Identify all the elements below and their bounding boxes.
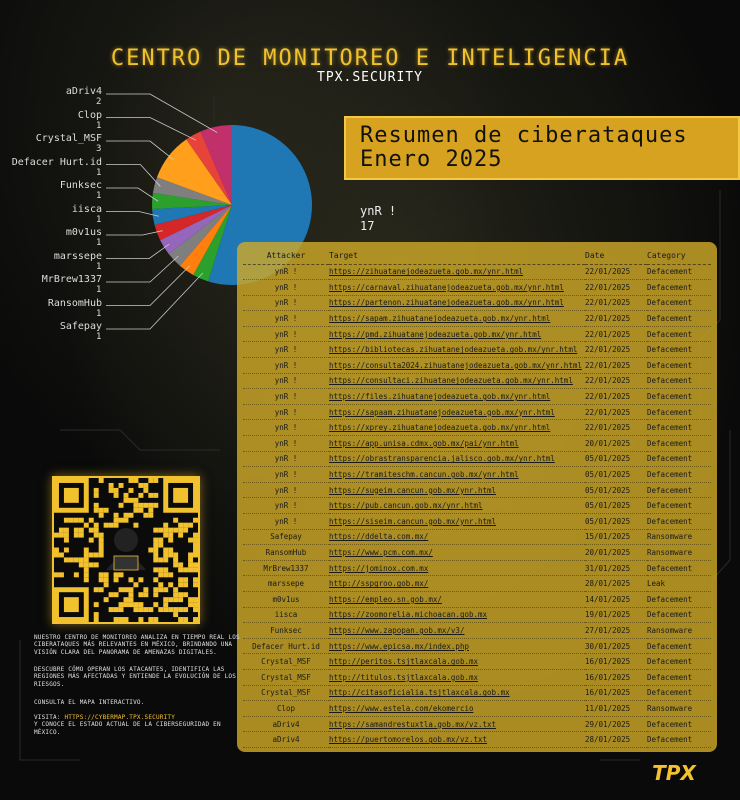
table-row	[243, 545, 711, 561]
row-category: Defacement	[647, 716, 711, 732]
row-target[interactable]: http://peritos.tsjtlaxcala.gob.mx	[329, 654, 585, 670]
row-target[interactable]: https://jominox.com.mx	[329, 560, 585, 576]
row-category: Defacement	[647, 467, 711, 483]
row-category: Defacement	[647, 685, 711, 701]
row-attacker: ynR !	[243, 295, 329, 311]
info-paragraph-3: CONSULTA EL MAPA INTERACTIVO.	[34, 699, 145, 706]
row-date: 05/01/2025	[585, 514, 647, 530]
table-row	[243, 732, 711, 748]
legend-count: 2	[96, 97, 102, 107]
row-target[interactable]: https://puertomorelos.gob.mx/vz.txt	[329, 732, 585, 748]
row-category: Defacement	[647, 280, 711, 296]
row-date: 28/01/2025	[585, 576, 647, 592]
legend-leader-line	[106, 141, 173, 160]
row-category: Defacement	[647, 560, 711, 576]
table-row	[243, 389, 711, 405]
row-date: 16/01/2025	[585, 654, 647, 670]
row-attacker: ynR !	[243, 311, 329, 327]
row-attacker: iisca	[243, 607, 329, 623]
row-attacker: ynR !	[243, 373, 329, 389]
table-row	[243, 451, 711, 467]
row-attacker: Clop	[243, 701, 329, 717]
legend-leader-line	[106, 188, 158, 201]
row-date: 22/01/2025	[585, 342, 647, 358]
info-paragraph-4: Y CONOCE EL ESTADO ACTUAL DE LA CIBERSEGURIDAD EN MÉXICO.	[34, 721, 221, 736]
row-category: Defacement	[647, 482, 711, 498]
legend-label: Clop	[77, 109, 102, 121]
row-attacker: ynR !	[243, 482, 329, 498]
legend-label: iisca	[71, 203, 102, 215]
row-attacker: Crystal_MSF	[243, 685, 329, 701]
cybermap-link[interactable]: HTTPS://CYBERMAP.TPX.SECURITY	[64, 714, 176, 721]
legend-leader-line	[106, 231, 163, 235]
row-attacker: Crystal_MSF	[243, 669, 329, 685]
row-date: 05/01/2025	[585, 482, 647, 498]
row-attacker: ynR !	[243, 514, 329, 530]
row-attacker: ynR !	[243, 451, 329, 467]
row-date: 16/01/2025	[585, 669, 647, 685]
table-row	[243, 264, 711, 280]
row-date: 22/01/2025	[585, 373, 647, 389]
row-category: Defacement	[647, 669, 711, 685]
header-target: Target	[329, 248, 585, 264]
header-category: Category	[647, 248, 711, 264]
legend-count: 1	[96, 285, 102, 295]
row-date: 29/01/2025	[585, 716, 647, 732]
info-paragraph-1: NUESTRO CENTRO DE MONITOREO ANALIZA EN TIEMPO REAL LOS CIBERATAQUES MÁS RELEVANTES EN MÉXICO, BRINDANDO UNA VISIÓN CLARA DEL PANORAMA DE AMENAZAS DIGITALES.	[34, 634, 240, 656]
table-row	[243, 498, 711, 514]
legend-count: 1	[96, 167, 102, 178]
row-date: 15/01/2025	[585, 529, 647, 545]
table-row	[243, 514, 711, 530]
table-row	[243, 295, 711, 311]
row-target[interactable]: https://carnaval.zihuatanejodeazueta.gob.mx/ynr.html	[329, 280, 585, 296]
page-title: CENTRO DE MONITOREO E INTELIGENCIA	[110, 46, 630, 71]
qr-code[interactable]	[52, 476, 200, 624]
row-category: Defacement	[647, 514, 711, 530]
row-category: Defacement	[647, 451, 711, 467]
ynr-label-count: 17	[360, 219, 375, 233]
ynr-label-name: ynR !	[360, 204, 397, 218]
qr-code-image	[54, 478, 198, 622]
row-attacker: ynR !	[243, 264, 329, 280]
ynr-pie-label	[360, 204, 396, 234]
row-date: 22/01/2025	[585, 264, 647, 280]
table-header-row	[243, 248, 711, 264]
row-target[interactable]: https://consulta2024.zihuatanejodeazueta.gob.mx/ynr.html	[329, 358, 585, 374]
row-attacker: ynR !	[243, 326, 329, 342]
row-date: 22/01/2025	[585, 280, 647, 296]
table-row	[243, 342, 711, 358]
row-target[interactable]: https://app.unisa.cdmx.gob.mx/pai/ynr.html	[329, 436, 585, 452]
summary-line-1: Resumen de ciberataques	[360, 123, 688, 148]
row-category: Defacement	[647, 358, 711, 374]
row-date: 27/01/2025	[585, 623, 647, 639]
legend-count: 3	[96, 144, 102, 154]
row-target[interactable]: https://samandrestuxtla.gob.mx/vz.txt	[329, 716, 585, 732]
row-category: Ransomware	[647, 623, 711, 639]
table-row	[243, 669, 711, 685]
table-row	[243, 591, 711, 607]
row-attacker: MrBrew1337	[243, 560, 329, 576]
table-row	[243, 358, 711, 374]
row-category: Defacement	[647, 311, 711, 327]
legend-count: 1	[96, 214, 102, 225]
row-target[interactable]: https://pmd.zihuatanejodeazueta.gob.mx/ynr.html	[329, 326, 585, 342]
row-category: Ransomware	[647, 529, 711, 545]
legend-label: Safepay	[59, 321, 102, 332]
attacks-table-panel	[237, 242, 717, 752]
row-category: Defacement	[647, 264, 711, 280]
row-date: 11/01/2025	[585, 701, 647, 717]
row-date: 31/01/2025	[585, 560, 647, 576]
row-attacker: marssepe	[243, 576, 329, 592]
row-date: 22/01/2025	[585, 420, 647, 436]
table-row	[243, 529, 711, 545]
tpx-logo	[640, 762, 708, 784]
row-date: 05/01/2025	[585, 451, 647, 467]
row-category: Defacement	[647, 420, 711, 436]
legend-label: Crystal_MSF	[35, 133, 102, 144]
info-paragraph-2: DESCUBRE CÓMO OPERAN LOS ATACANTES, IDENTIFICA LAS REGIONES MÁS AFECTADAS Y ENTIENDE LA EVOLUCIÓN DE LOS RIESGOS.	[34, 666, 237, 688]
legend-label: m0v1us	[65, 227, 102, 238]
row-category: Defacement	[647, 654, 711, 670]
table-row	[243, 654, 711, 670]
row-attacker: ynR !	[243, 389, 329, 405]
row-target[interactable]: https://sapam.zihuatanejodeazueta.gob.mx/ynr.html	[329, 311, 585, 327]
row-category: Defacement	[647, 436, 711, 452]
row-date: 20/01/2025	[585, 545, 647, 561]
legend-count: 1	[96, 332, 102, 342]
row-category: Defacement	[647, 591, 711, 607]
legend-label: MrBrew1337	[41, 274, 102, 285]
row-attacker: Crystal_MSF	[243, 654, 329, 670]
row-attacker: ynR !	[243, 358, 329, 374]
row-target[interactable]: https://empleo.sn.gob.mx/	[329, 591, 585, 607]
legend-count: 1	[96, 308, 102, 319]
row-target[interactable]: https://consultaci.zihuatanejodeazueta.gob.mx/ynr.html	[329, 373, 585, 389]
row-target[interactable]: https://sugeim.cancun.gob.mx/ynr.html	[329, 482, 585, 498]
row-attacker: ynR !	[243, 498, 329, 514]
row-date: 28/01/2025	[585, 732, 647, 748]
table-row	[243, 404, 711, 420]
row-attacker: ynR !	[243, 280, 329, 296]
table-row	[243, 576, 711, 592]
row-date: 05/01/2025	[585, 467, 647, 483]
legend-label: marssepe	[53, 250, 102, 262]
table-row	[243, 420, 711, 436]
table-row	[243, 623, 711, 639]
row-category: Defacement	[647, 389, 711, 405]
legend-count: 1	[96, 261, 102, 272]
row-date: 05/01/2025	[585, 498, 647, 514]
legend-label: Funksec	[59, 180, 102, 191]
legend-leader-line	[106, 212, 159, 217]
row-target[interactable]: https://sapaam.zihuatanejodeazueta.gob.mx/ynr.html	[329, 404, 585, 420]
legend-label: aDriv4	[65, 86, 102, 97]
table-row	[243, 436, 711, 452]
table-row	[243, 701, 711, 717]
row-category: Defacement	[647, 498, 711, 514]
row-target[interactable]: http://sspgroo.gob.mx/	[329, 576, 585, 592]
row-target[interactable]: https://tramiteschm.cancun.gob.mx/ynr.html	[329, 467, 585, 483]
row-target[interactable]: https://partenon.zihuatanejodeazueta.gob.mx/ynr.html	[329, 295, 585, 311]
row-category: Defacement	[647, 295, 711, 311]
legend-count: 1	[96, 238, 102, 248]
row-attacker: Safepay	[243, 529, 329, 545]
row-category: Ransomware	[647, 545, 711, 561]
row-target[interactable]: https://www.pcm.com.mx/	[329, 545, 585, 561]
table-row	[243, 685, 711, 701]
row-attacker: ynR !	[243, 436, 329, 452]
legend-count: 1	[96, 191, 102, 201]
table-row	[243, 607, 711, 623]
row-target[interactable]: https://siseim.cancun.gob.mx/ynr.html	[329, 514, 585, 530]
row-attacker: ynR !	[243, 342, 329, 358]
row-date: 22/01/2025	[585, 404, 647, 420]
row-attacker: Defacer Hurt.id	[243, 638, 329, 654]
row-category: Defacement	[647, 607, 711, 623]
row-target[interactable]: https://files.zihuatanejodeazueta.gob.mx/ynr.html	[329, 389, 585, 405]
row-category: Defacement	[647, 373, 711, 389]
table-row	[243, 373, 711, 389]
row-date: 16/01/2025	[585, 685, 647, 701]
row-target[interactable]: http://titulos.tsjtlaxcala.gob.mx	[329, 669, 585, 685]
table-row	[243, 326, 711, 342]
legend-leader-line	[106, 256, 178, 282]
row-category: Defacement	[647, 326, 711, 342]
row-target[interactable]: http://citasoficialia.tsjtlaxcala.gob.mx	[329, 685, 585, 701]
row-date: 22/01/2025	[585, 389, 647, 405]
row-target[interactable]: https://xprey.zihuatanejodeazueta.gob.mx/ynr.html	[329, 420, 585, 436]
table-row	[243, 482, 711, 498]
table-row	[243, 311, 711, 327]
info-visit	[34, 714, 244, 736]
legend-label: Defacer Hurt.id	[11, 156, 102, 168]
row-category: Leak	[647, 576, 711, 592]
visit-prefix: VISITA:	[34, 714, 65, 721]
row-category: Defacement	[647, 638, 711, 654]
legend-leader-line	[106, 118, 196, 141]
row-date: 30/01/2025	[585, 638, 647, 654]
row-date: 22/01/2025	[585, 295, 647, 311]
row-category: Defacement	[647, 732, 711, 748]
row-date: 14/01/2025	[585, 591, 647, 607]
table-row	[243, 638, 711, 654]
table-row	[243, 467, 711, 483]
row-date: 22/01/2025	[585, 311, 647, 327]
legend-leader-line	[106, 94, 217, 133]
row-attacker: m0v1us	[243, 591, 329, 607]
header-date: Date	[585, 248, 647, 264]
row-category: Defacement	[647, 342, 711, 358]
row-attacker: ynR !	[243, 404, 329, 420]
row-date: 19/01/2025	[585, 607, 647, 623]
row-target[interactable]: https://pub.cancun.gob.mx/ynr.html	[329, 498, 585, 514]
summary-line-2: Enero 2025	[360, 147, 503, 172]
row-attacker: RansomHub	[243, 545, 329, 561]
row-target[interactable]: https://bibliotecas.zihuatanejodeazueta.gob.mx/ynr.html	[329, 342, 585, 358]
row-target[interactable]: https://zoomorelia.michoacan.gob.mx	[329, 607, 585, 623]
row-target[interactable]: https://zihuatanejodeazueta.gob.mx/ynr.html	[329, 264, 585, 280]
header-attacker: Attacker	[243, 248, 329, 264]
tpx-logo-text: TPX	[652, 762, 696, 784]
legend-leader-line	[106, 244, 169, 258]
table-row	[243, 280, 711, 296]
table-row	[243, 716, 711, 732]
legend-leader-line	[106, 165, 160, 187]
row-attacker: aDriv4	[243, 716, 329, 732]
row-attacker: Funksec	[243, 623, 329, 639]
page-subtitle: TPX.SECURITY	[317, 70, 423, 85]
legend-leader-line	[106, 266, 190, 306]
row-target[interactable]: https://obrastransparencia.jalisco.gob.mx/ynr.html	[329, 451, 585, 467]
row-attacker: ynR !	[243, 420, 329, 436]
row-date: 20/01/2025	[585, 436, 647, 452]
row-category: Ransomware	[647, 701, 711, 717]
legend-count: 1	[96, 120, 102, 131]
row-target[interactable]: https://www.zapopan.gob.mx/v3/	[329, 623, 585, 639]
row-target[interactable]: https://ddelta.com.mx/	[329, 529, 585, 545]
attacks-table	[243, 248, 711, 748]
table-row	[243, 560, 711, 576]
legend-label: RansomHub	[47, 297, 102, 309]
row-attacker: aDriv4	[243, 732, 329, 748]
row-date: 22/01/2025	[585, 326, 647, 342]
row-target[interactable]: https://www.epicsa.mx/index.php	[329, 638, 585, 654]
row-date: 22/01/2025	[585, 358, 647, 374]
row-target[interactable]: https://www.estela.com/ekomercio	[329, 701, 585, 717]
row-category: Defacement	[647, 404, 711, 420]
row-attacker: ynR !	[243, 467, 329, 483]
